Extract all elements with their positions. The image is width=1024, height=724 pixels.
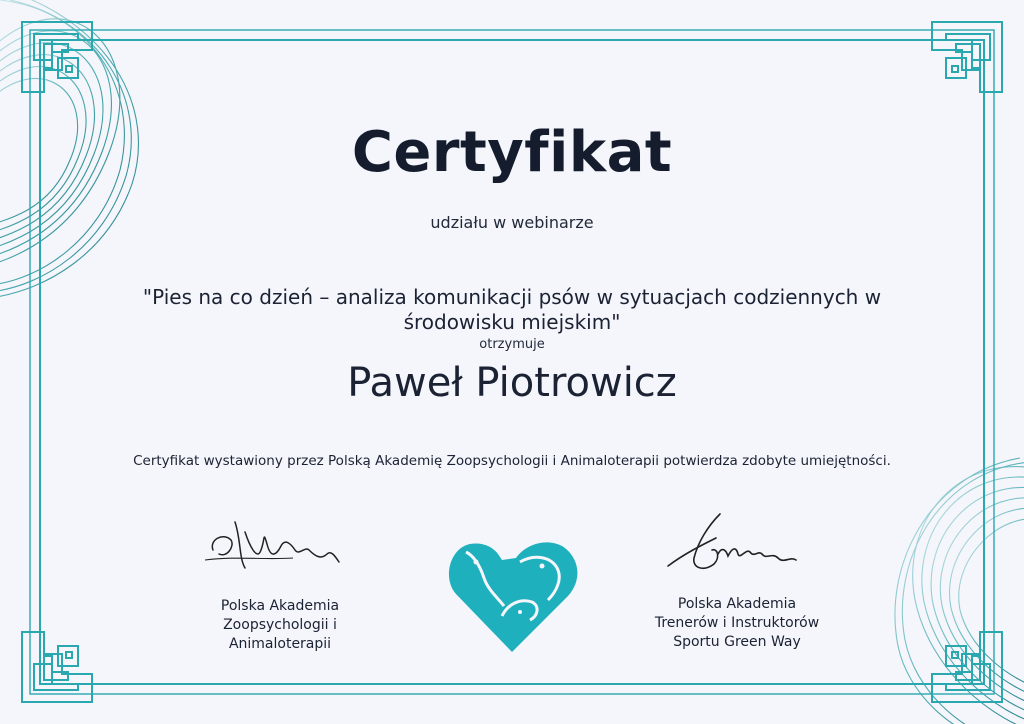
certificate-statement: Certyfikat wystawiony przez Polską Akademię Zoopsychologii i Animaloterapii potwierdza zdobyte umiejętności. bbox=[133, 453, 891, 469]
signature-left-icon bbox=[205, 510, 350, 580]
signatory-right-line1: Polska Akademia bbox=[677, 596, 797, 612]
greek-key-corner-bottom-left bbox=[22, 632, 92, 702]
greek-key-corner-top-left bbox=[22, 22, 92, 92]
greek-key-corner-top-right bbox=[932, 22, 1002, 92]
signatory-left bbox=[195, 597, 365, 654]
receives-label: otrzymuje bbox=[479, 337, 545, 352]
signatory-left-line3: Animaloterapii bbox=[228, 636, 332, 652]
signature-right-icon bbox=[660, 508, 805, 580]
certificate-title: Certyfikat bbox=[351, 120, 673, 185]
signatory-left-line2: Zoopsychologii i bbox=[223, 617, 337, 633]
signatory-left-line1: Polska Akademia bbox=[220, 598, 340, 614]
recipient-name: Paweł Piotrowicz bbox=[347, 360, 677, 406]
certificate-subtitle: udziału w webinarze bbox=[430, 213, 594, 232]
greek-key-corner-bottom-right bbox=[932, 632, 1002, 702]
webinar-topic: "Pies na co dzień – analiza komunikacji psów w sytuacjach codziennych w środowisku miejskim" bbox=[142, 285, 882, 334]
signatory-right-line2: Trenerów i Instruktorów bbox=[654, 615, 820, 631]
signatory-right bbox=[637, 595, 837, 652]
animal-heart-logo-icon bbox=[446, 532, 580, 652]
signatory-right-line3: Sportu Green Way bbox=[673, 634, 801, 650]
